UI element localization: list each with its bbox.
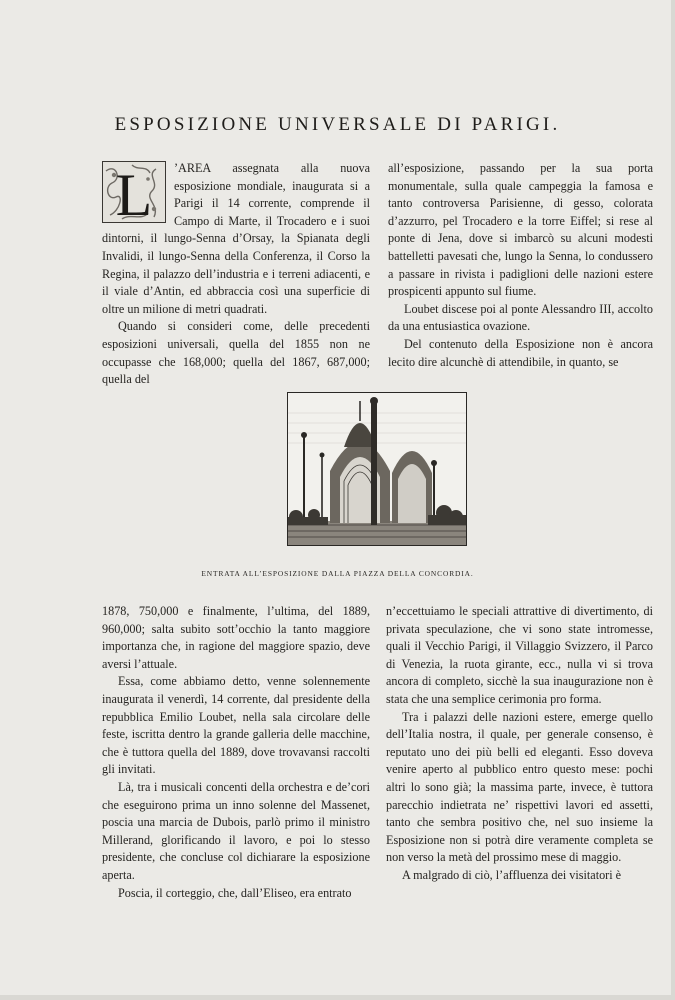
paragraph: Loubet discese poi al ponte Alessandro III, accolto da una entusiastica ovazione.: [388, 301, 653, 334]
paragraph: Tra i palazzi delle nazioni estere, emerge quello dell’Italia nostra, il quale, per generale consenso, è reputato uno dei più belli ed eleganti. Esso doveva venire aperto al pubblico entro questo mese: pochi altri lo sono già; la massima parte, invece, è tuttora parecchio indietrata ne’ rispettivi lavori ed assetti, tanto che sembra positivo che, nel suo insieme la Esposizione non si potrà dire veramente completa se non verso la metà del prossimo mese di maggio.: [386, 709, 653, 865]
paragraph: Quando si consideri come, delle precedenti esposizioni universali, quella del 1855 non ne occupasse che 168,000; quella del 1867, 687,000; quella del: [102, 319, 370, 387]
dropcap-ornament-icon: [102, 161, 166, 223]
page-title: ESPOSIZIONE UNIVERSALE DI PARIGI.: [114, 114, 561, 135]
paragraph: A malgrado di ciò, l’affluenza dei visitatori è: [402, 867, 622, 882]
paragraph: Là, tra i musicali concenti della orchestra e de’cori che eseguirono prima un inno solenne del Massenet, poscia una marcia de Dubois, parlò primo il ministro Millerand, glorificando il lavoro, e poi lo stesso presidente, che concluse col dichiarare la esposizione aperta.: [102, 779, 370, 882]
paragraph: 1878, 750,000 e finalmente, l’ultima, del 1889, 960,000; salta subito sott’occhio la tanto maggiore importanza che, in ragione del maggiore spazio, deve aversi l’attuale.: [102, 604, 370, 671]
text-column-1: [102, 160, 370, 389]
illustration-exposition-gate: [287, 392, 467, 546]
paragraph: Poscia, il corteggio, che, dall’Eliseo, era entrato: [118, 885, 352, 900]
page-edge-shadow: [0, 995, 675, 1000]
paragraph: ’AREA assegnata alla nuova esposizione mondiale, inaugurata si a Parigi il 14 corrente, comprende il Campo di Marte, il Trocadero e i suoi dintorni, il lungo-Senna d’Orsay, la Spianata degli Invalidi, il lungo-Senna della Conferenza, il Corso la Regina, il palazzo dell’industria e i terreni adiacenti, e il viale d’Antin, ed abbraccia così una superficie di oltre un milione di metri quadrati.: [102, 161, 370, 316]
text-column-4: [386, 603, 653, 885]
page-edge-shadow: [671, 0, 675, 1000]
text-column-2: [388, 160, 653, 371]
text-column-3: [102, 603, 370, 902]
paragraph: all’esposizione, passando per la sua porta monumentale, sulla quale campeggia la famosa e tanto controversa Parisienne, di gesso, colorata d’azzurro, pel Trocadero e la torre Eiffel; si rese al ponte di Jena, dove si imbarcò su alcuni modesti battelletti pavesati che, lungo la Senna, lo condussero a passare in rivista i padiglioni delle nazioni estere prospicenti appunto sul fiume.: [388, 161, 653, 299]
exposition-gate-engraving-icon: [288, 393, 466, 545]
paragraph: Del contenuto della Esposizione non è ancora lecito dire alcunchè di attendibile, in quanto, se: [388, 336, 653, 369]
paragraph: n’eccettuiamo le speciali attrattive di divertimento, di privata speculazione, che vi sono state intromesse, quali il Vecchio Parigi, il Villaggio Svizzero, il Parco di Venezia, la ruota girante, ecc., nulla vi si trova ancora di completo, sicchè la sua inaugurazione non è stata che una semplice cerimonia pro forma.: [386, 604, 653, 706]
illustration-caption: ENTRATA ALL’ESPOSIZIONE DALLA PIAZZA DELLA CONCORDIA.: [201, 569, 474, 578]
svg-text:L: L: [115, 162, 153, 223]
paragraph: Essa, come abbiamo detto, venne solennemente inaugurata il venerdì, 14 corrente, dal presidente della repubblica Emilio Loubet, nella sala circolare delle feste, iscritta dentro la grande galleria delle macchine, che è tuttora quella del 1889, dove trovavansi raccolti gli invitati.: [102, 674, 370, 777]
